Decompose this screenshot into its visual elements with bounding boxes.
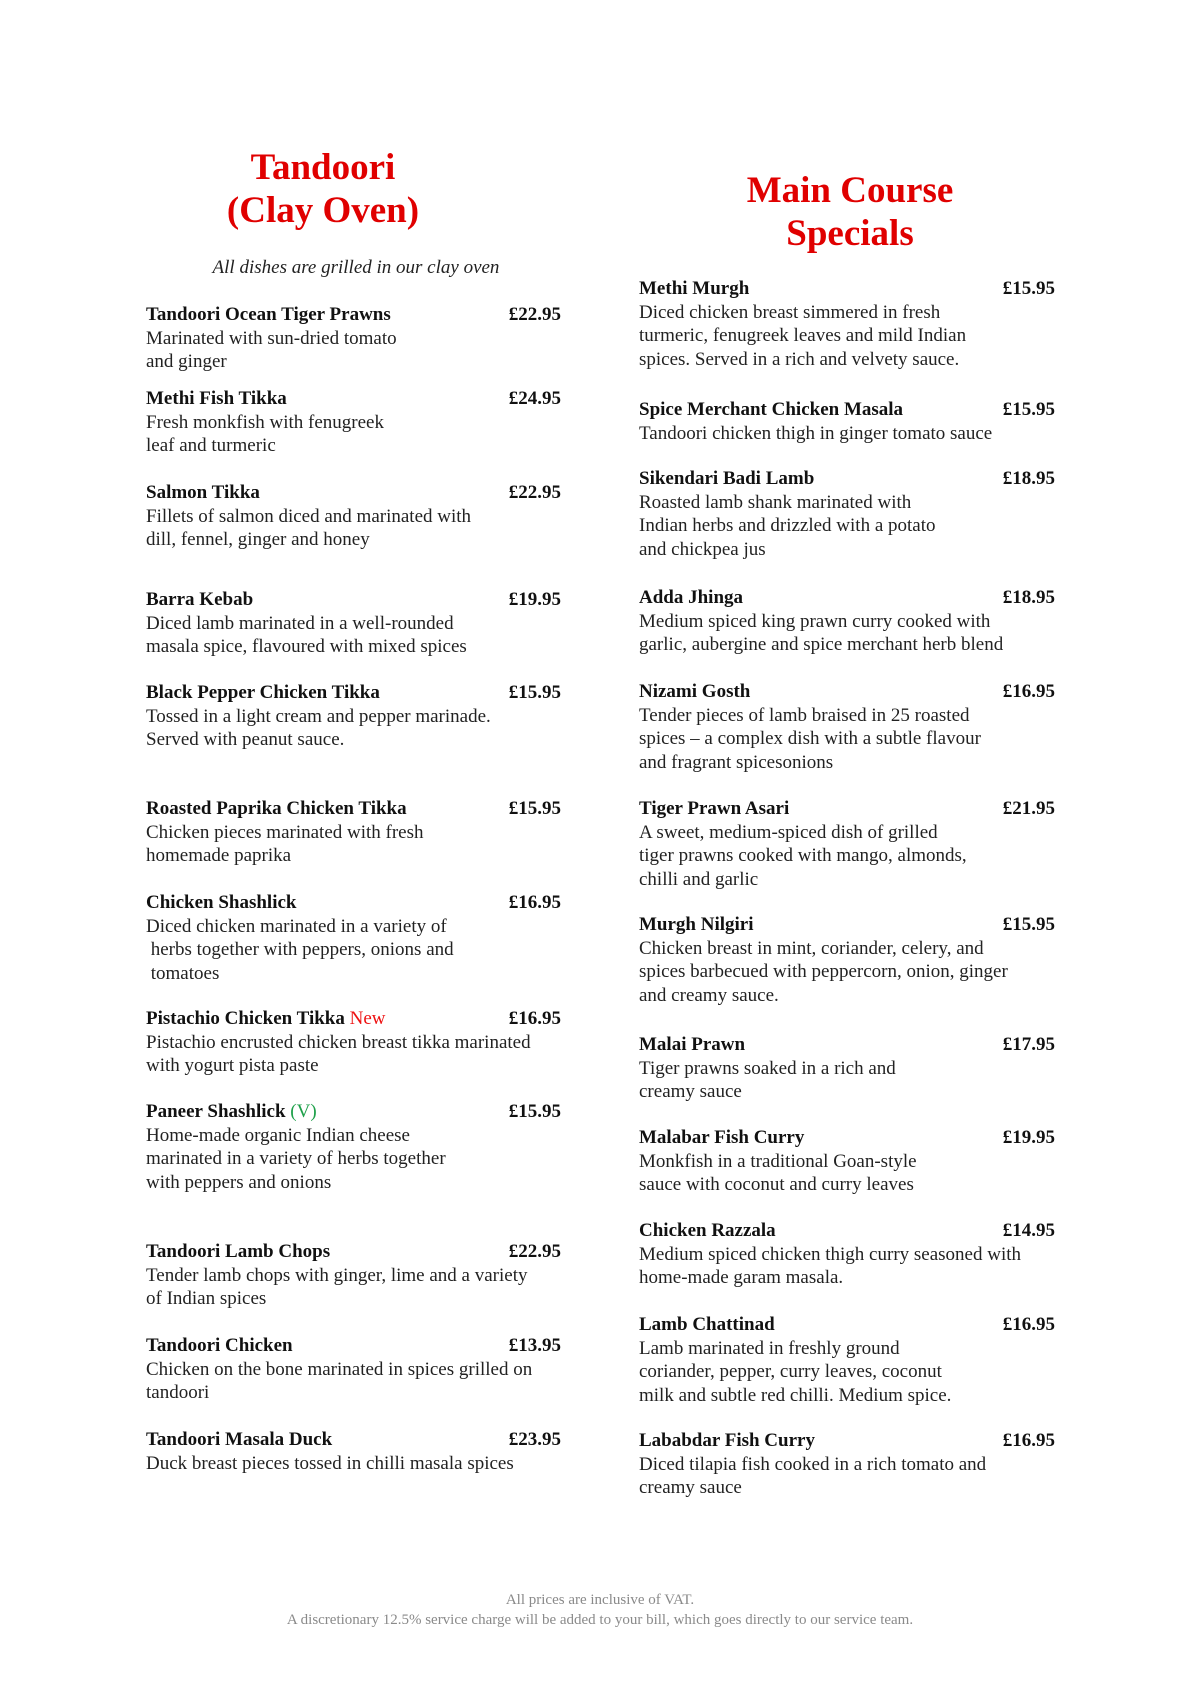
menu-item-description-line: Tossed in a light cream and pepper marinade. (146, 705, 491, 727)
menu-item (146, 891, 561, 985)
menu-item-price: £16.95 (508, 1008, 561, 1029)
menu-item-price: £21.95 (1002, 798, 1055, 819)
menu-item-description-line: Served with peanut sauce. (146, 729, 345, 750)
tandoori-subtitle: All dishes are grilled in our clay oven (212, 257, 500, 278)
menu-item-price: £15.95 (508, 798, 561, 819)
menu-item-description-line: creamy sauce (639, 1081, 742, 1102)
menu-item (146, 1007, 561, 1078)
tandoori-title-line2: (Clay Oven) (226, 190, 420, 231)
menu-item-description-line: Fillets of salmon diced and marinated with (146, 505, 472, 527)
menu-item-description-line: Diced chicken breast simmered in fresh (639, 301, 941, 323)
menu-item-description-line: sauce with coconut and curry leaves (639, 1174, 914, 1195)
menu-item-price: £13.95 (508, 1335, 561, 1356)
menu-item-description-line: Chicken on the bone marinated in spices grilled on (146, 1358, 533, 1380)
menu-item (639, 913, 1055, 1007)
menu-item-price: £16.95 (508, 892, 561, 913)
menu-item-description-line: home-made garam masala. (639, 1267, 844, 1288)
menu-item-price: £22.95 (508, 1241, 561, 1262)
menu-item (639, 1126, 1055, 1197)
menu-item-description-line: Roasted lamb shank marinated with (639, 491, 912, 513)
menu-item-description-line: Duck breast pieces tossed in chilli masala spices (146, 1452, 514, 1474)
menu-item (146, 1428, 561, 1475)
menu-item-description-line: tiger prawns cooked with mango, almonds, (639, 845, 967, 866)
menu-item (146, 303, 561, 374)
footer-service-charge-note: A discretionary 12.5% service charge will be added to your bill, which goes directly to our service team. (286, 1612, 914, 1628)
menu-item-name: Methi Murgh (639, 278, 750, 299)
menu-item-price: £15.95 (508, 1101, 561, 1122)
menu-item (146, 588, 561, 659)
menu-item (639, 1313, 1055, 1407)
menu-item-description-line: Fresh monkfish with fenugreek (146, 411, 384, 433)
menu-item-name: Malai Prawn (639, 1034, 746, 1055)
menu-item-price: £15.95 (1002, 914, 1055, 935)
menu-item-description-line: Tender pieces of lamb braised in 25 roasted (639, 704, 970, 726)
menu-item (639, 1033, 1055, 1104)
footer-note (0, 1590, 1200, 1630)
menu-item-description-line: Tandoori chicken thigh in ginger tomato sauce (639, 422, 993, 444)
menu-item (146, 387, 561, 458)
menu-item-name: Chicken Shashlick (146, 892, 297, 913)
menu-item-name: Spice Merchant Chicken Masala (639, 399, 904, 420)
menu-item-name: Pistachio Chicken Tikka (146, 1008, 345, 1029)
menu-item-description-line: turmeric, fenugreek leaves and mild Indian (639, 325, 967, 346)
menu-item-name: Salmon Tikka (146, 482, 260, 503)
main-course-section-title (650, 169, 1050, 255)
tandoori-section-title (123, 146, 523, 232)
menu-item (639, 398, 1055, 445)
menu-item-description-line: Medium spiced king prawn curry cooked with (639, 610, 991, 632)
menu-item-description-line: Medium spiced chicken thigh curry seasoned with (639, 1243, 1022, 1265)
menu-item-description-line: Diced tilapia fish cooked in a rich tomato and (639, 1453, 987, 1475)
menu-item-description-line: with peppers and onions (146, 1171, 332, 1193)
menu-item-price: £19.95 (1002, 1127, 1055, 1148)
menu-item-price: £14.95 (1002, 1220, 1055, 1241)
menu-item-description-line: of Indian spices (146, 1288, 267, 1309)
menu-item-description-line: Marinated with sun-dried tomato (146, 327, 397, 349)
menu-item-description-line: A sweet, medium-spiced dish of grilled (639, 821, 938, 843)
tandoori-title-line1: Tandoori (250, 147, 396, 188)
menu-item-price: £16.95 (1002, 1430, 1055, 1451)
menu-item-name: Tandoori Chicken (146, 1335, 293, 1356)
menu-item-name: Roasted Paprika Chicken Tikka (146, 798, 407, 819)
main-course-title-line2: Specials (786, 213, 914, 254)
menu-item-description-line: Monkfish in a traditional Goan-style (639, 1150, 917, 1172)
menu-item-name: Sikendari Badi Lamb (639, 468, 815, 489)
menu-item-description-line: marinated in a variety of herbs together (146, 1148, 446, 1169)
menu-item-name: Murgh Nilgiri (639, 914, 754, 935)
menu-item-description-line: Tender lamb chops with ginger, lime and a variety (146, 1264, 528, 1286)
menu-item-description-line: herbs together with peppers, onions and (146, 939, 454, 960)
menu-item-description-line: and fragrant spicesonions (639, 751, 834, 773)
menu-item-description-line: garlic, aubergine and spice merchant herb blend (639, 634, 1004, 655)
menu-item-price: £23.95 (508, 1429, 561, 1450)
menu-item-description-line: Pistachio encrusted chicken breast tikka marinated (146, 1031, 531, 1053)
menu-item-vegetarian-badge: (V) (290, 1101, 317, 1122)
menu-item-description-line: Chicken breast in mint, coriander, celery, and (639, 937, 984, 959)
menu-item-description-line: Lamb marinated in freshly ground (639, 1337, 900, 1359)
menu-item-description-line: chilli and garlic (639, 868, 759, 890)
menu-item (639, 680, 1055, 774)
menu-item-description-line: and chickpea jus (639, 538, 766, 560)
menu-item-description-line: spices barbecued with peppercorn, onion, ginger (639, 961, 1008, 982)
menu-item-description-line: creamy sauce (639, 1477, 742, 1498)
menu-item-description-line: leaf and turmeric (146, 435, 276, 456)
menu-item-name: Tiger Prawn Asari (639, 798, 790, 819)
menu-item-price: £15.95 (1002, 399, 1055, 420)
menu-item-name: Lamb Chattinad (639, 1314, 775, 1335)
menu-item (146, 1100, 561, 1194)
menu-item-description-line: Home-made organic Indian cheese (146, 1124, 410, 1146)
menu-item-price: £16.95 (1002, 681, 1055, 702)
menu-item (639, 277, 1055, 371)
menu-item (639, 797, 1055, 891)
menu-item-name: Lababdar Fish Curry (639, 1430, 815, 1451)
menu-item (146, 1240, 561, 1311)
menu-item-name: Malabar Fish Curry (639, 1127, 805, 1148)
menu-item-price: £24.95 (508, 388, 561, 409)
menu-item (146, 797, 561, 868)
menu-item-name: Tandoori Ocean Tiger Prawns (146, 304, 391, 325)
menu-item-description-line: Diced lamb marinated in a well-rounded (146, 612, 454, 634)
footer-vat-note: All prices are inclusive of VAT. (505, 1592, 695, 1608)
menu-item-name: Chicken Razzala (639, 1220, 776, 1241)
menu-item-price: £22.95 (508, 304, 561, 325)
menu-item-name: Nizami Gosth (639, 681, 751, 702)
menu-item (639, 1219, 1055, 1290)
menu-item-description-line: homemade paprika (146, 845, 292, 866)
menu-item-description-line: coriander, pepper, curry leaves, coconut (639, 1361, 942, 1382)
menu-item-description-line: milk and subtle red chilli. Medium spice. (639, 1384, 952, 1406)
menu-item (146, 481, 561, 552)
menu-item-name: Black Pepper Chicken Tikka (146, 682, 380, 703)
menu-item (639, 1429, 1055, 1500)
menu-item-description-line: tomatoes (146, 962, 220, 984)
menu-item-price: £17.95 (1002, 1034, 1055, 1055)
menu-item-description-line: Indian herbs and drizzled with a potato (639, 515, 936, 536)
menu-item-name: Paneer Shashlick (146, 1101, 286, 1122)
menu-item-price: £15.95 (508, 682, 561, 703)
menu-item (639, 586, 1055, 657)
menu-item (639, 467, 1055, 561)
main-course-title-line1: Main Course (746, 170, 954, 211)
menu-item-name: Tandoori Lamb Chops (146, 1241, 331, 1262)
menu-item-description-line: with yogurt pista paste (146, 1055, 319, 1076)
menu-item-new-badge: New (349, 1008, 386, 1029)
menu-item-price: £16.95 (1002, 1314, 1055, 1335)
menu-item-description-line: and ginger (146, 351, 227, 372)
menu-item-description-line: Diced chicken marinated in a variety of (146, 915, 447, 937)
menu-item-description-line: tandoori (146, 1382, 210, 1403)
menu-item-name: Adda Jhinga (639, 587, 744, 608)
menu-item-description-line: masala spice, flavoured with mixed spices (146, 636, 467, 657)
menu-item-description-line: dill, fennel, ginger and honey (146, 529, 370, 550)
menu-item-price: £18.95 (1002, 468, 1055, 489)
menu-item-name: Barra Kebab (146, 589, 254, 610)
menu-item-price: £15.95 (1002, 278, 1055, 299)
menu-item-name: Methi Fish Tikka (146, 388, 287, 409)
menu-item (146, 681, 561, 752)
menu-item (146, 1334, 561, 1405)
menu-item-price: £18.95 (1002, 587, 1055, 608)
menu-item-name: Tandoori Masala Duck (146, 1429, 333, 1450)
menu-item-description-line: and creamy sauce. (639, 984, 779, 1006)
menu-item-description-line: spices – a complex dish with a subtle flavour (639, 728, 981, 749)
menu-item-price: £19.95 (508, 589, 561, 610)
menu-item-description-line: spices. Served in a rich and velvety sauce. (639, 348, 960, 370)
menu-item-description-line: Tiger prawns soaked in a rich and (639, 1057, 896, 1079)
menu-item-price: £22.95 (508, 482, 561, 503)
menu-item-description-line: Chicken pieces marinated with fresh (146, 821, 424, 843)
